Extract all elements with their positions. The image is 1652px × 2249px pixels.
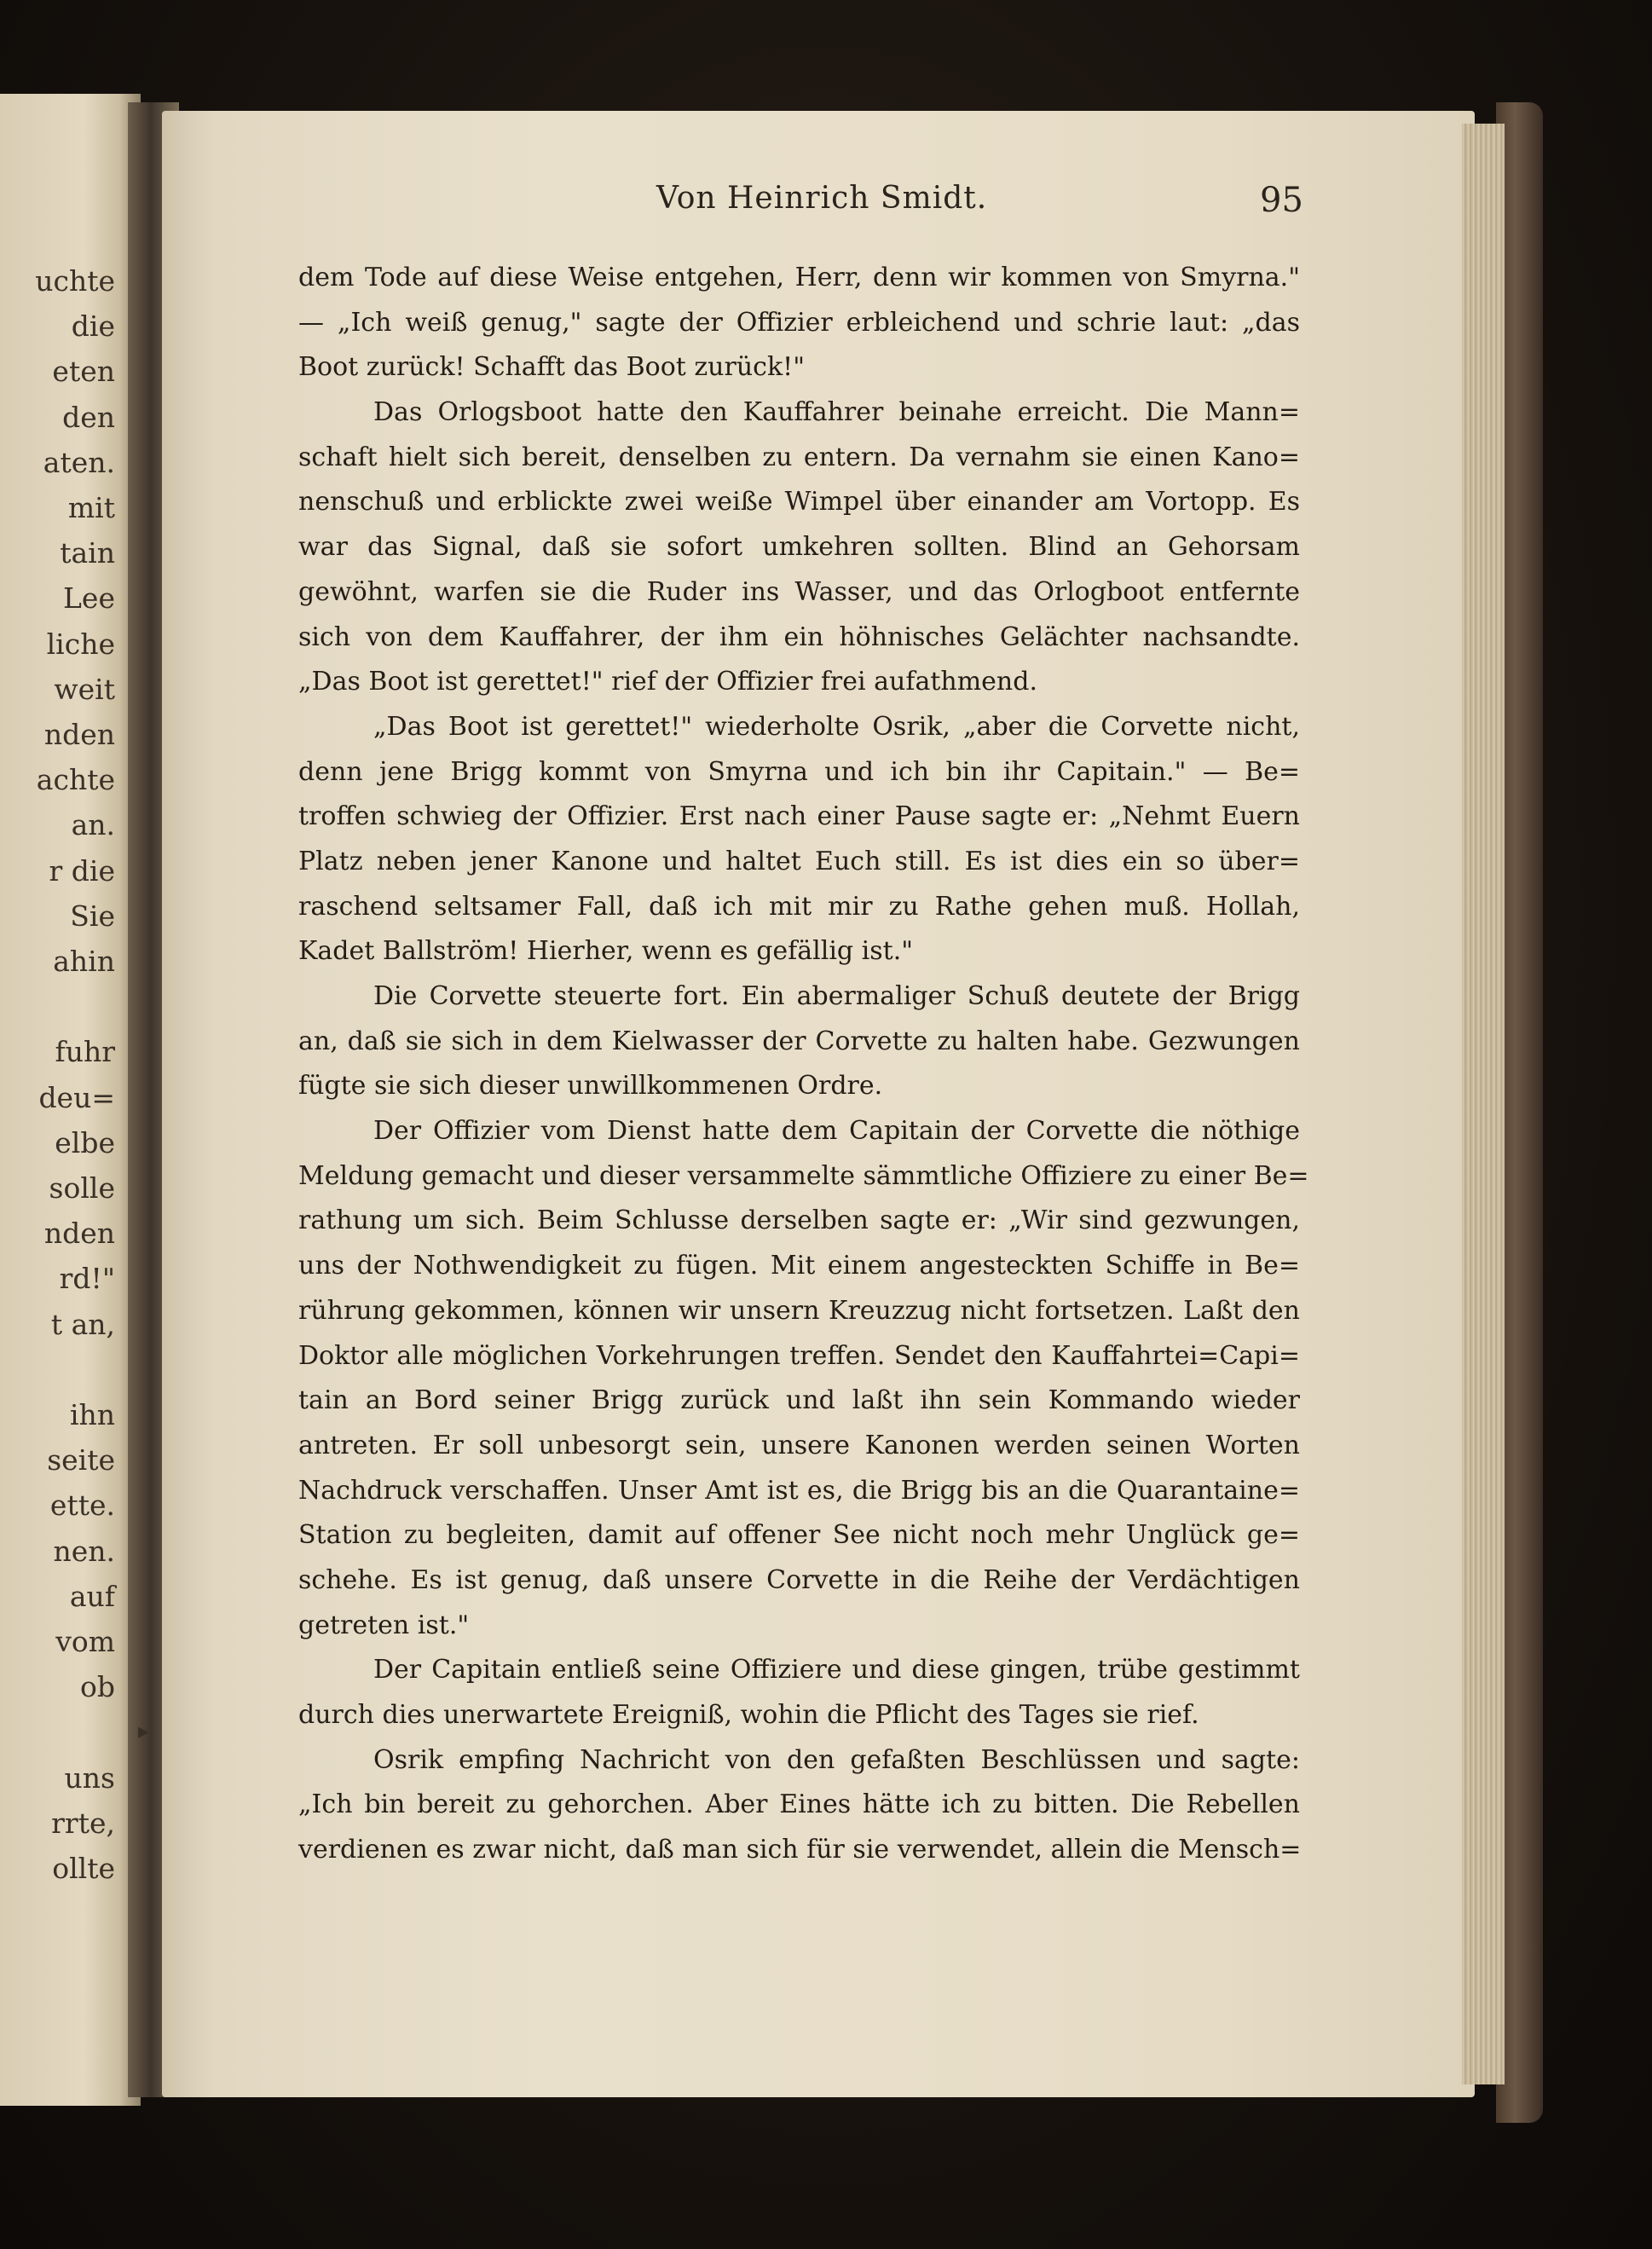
text-line: — „Ich weiß genug," sagte der Offizier erbleichend und schrie laut: „das bbox=[298, 307, 1300, 338]
left-page-fragment: rrte, bbox=[51, 1806, 115, 1840]
left-page-fragment: ahin bbox=[53, 945, 115, 978]
left-page-fragment: Sie bbox=[70, 899, 115, 933]
text-line: „Das Boot ist gerettet!" rief der Offizier frei aufathmend. bbox=[298, 667, 1037, 697]
left-page-fragment: tain bbox=[60, 536, 115, 570]
page-number: 95 bbox=[1260, 181, 1303, 220]
left-page-fragment: ollte bbox=[52, 1852, 115, 1885]
text-line: an, daß sie sich in dem Kielwasser der Corvette zu halten habe. Gezwungen bbox=[298, 1026, 1300, 1056]
left-page-fragment: Lee bbox=[63, 581, 115, 616]
left-page-fragment: aten. bbox=[43, 445, 115, 479]
text-line: „Das Boot ist gerettet!" wiederholte Osrik, „aber die Corvette nicht, bbox=[373, 711, 1300, 742]
left-page-fragment: achte bbox=[36, 763, 115, 797]
body-text bbox=[298, 256, 1309, 1873]
left-page-fragment: ob bbox=[80, 1670, 115, 1704]
left-page-fragment: liche bbox=[46, 627, 115, 661]
text-line: schaft hielt sich bereit, denselben zu entern. Da vernahm sie einen Kano= bbox=[298, 442, 1300, 472]
left-page-fragment: deu= bbox=[38, 1080, 115, 1114]
text-line: Der Capitain entließ seine Offiziere und diese gingen, trübe gestimmt bbox=[373, 1655, 1300, 1685]
left-page-fragment: solle bbox=[49, 1171, 115, 1205]
left-page-fragment: rd!" bbox=[59, 1262, 115, 1296]
text-line: Doktor alle möglichen Vorkehrungen treffen. Sendet den Kauffahrtei=Capi= bbox=[298, 1340, 1300, 1371]
left-page-fragment: auf bbox=[69, 1579, 115, 1613]
text-line: uns der Nothwendigkeit zu fügen. Mit einem angesteckten Schiffe in Be= bbox=[298, 1251, 1300, 1281]
text-line: Das Orlogsboot hatte den Kauffahrer beinahe erreicht. Die Mann= bbox=[373, 397, 1300, 428]
text-line: schehe. Es ist genug, daß unsere Corvette in die Reihe der Verdächtigen bbox=[298, 1564, 1300, 1595]
left-page-fragment: ihn bbox=[69, 1398, 115, 1431]
text-line: raschend seltsamer Fall, daß ich mit mir zu Rathe gehen muß. Hollah, bbox=[298, 891, 1300, 922]
left-page-fragment: t an, bbox=[50, 1307, 115, 1341]
text-line: sich von dem Kauffahrer, der ihm ein höhnisches Gelächter nachsandte. bbox=[298, 622, 1300, 652]
left-page-fragment: nden bbox=[43, 718, 115, 751]
text-line: troffen schwieg der Offizier. Erst nach einer Pause sagte er: „Nehmt Euern bbox=[298, 801, 1300, 832]
text-line: Osrik empfing Nachricht von den gefaßten Beschlüssen und sagte: bbox=[373, 1744, 1300, 1775]
text-line: rührung gekommen, können wir unsern Kreuzzug nicht fortsetzen. Laßt den bbox=[298, 1295, 1300, 1326]
text-line: Nachdruck verschaffen. Unser Amt ist es, die Brigg bis an die Quarantaine= bbox=[298, 1475, 1300, 1506]
text-line: tain an Bord seiner Brigg zurück und laßt ihn sein Kommando wieder bbox=[298, 1385, 1300, 1416]
text-line: nenschuß und erblickte zwei weiße Wimpel über einander am Vortopp. Es bbox=[298, 487, 1300, 517]
gutter-mark: ▸ bbox=[138, 1719, 150, 1744]
left-page-fragment: uchte bbox=[35, 264, 115, 298]
left-page-fragment: seite bbox=[47, 1443, 115, 1477]
left-page-fragment: nen. bbox=[53, 1534, 115, 1568]
text-line: Die Corvette steuerte fort. Ein abermaliger Schuß deutete der Brigg bbox=[373, 981, 1300, 1011]
left-page-fragment: fuhr bbox=[55, 1035, 115, 1069]
text-line: dem Tode auf diese Weise entgehen, Herr, denn wir kommen von Smyrna." bbox=[298, 263, 1300, 292]
text-line: „Ich bin bereit zu gehorchen. Aber Eines hätte ich zu bitten. Die Rebellen bbox=[298, 1789, 1300, 1820]
page-edges bbox=[1462, 124, 1505, 2084]
text-line: antreten. Er soll unbesorgt sein, unsere Kanonen werden seinen Worten bbox=[298, 1430, 1300, 1460]
text-line: durch dies unerwartete Ereigniß, wohin die Pflicht des Tages sie rief. bbox=[298, 1700, 1199, 1730]
left-page-fragment: elbe bbox=[55, 1125, 115, 1159]
left-page-fragment: weit bbox=[54, 672, 115, 706]
text-line: Kadet Ballström! Hierher, wenn es gefällig ist." bbox=[298, 936, 914, 967]
left-facing-page bbox=[0, 94, 141, 2106]
text-line: Der Offizier vom Dienst hatte dem Capitain der Corvette die nöthige bbox=[373, 1116, 1300, 1147]
left-page-fragment: die bbox=[71, 309, 115, 344]
text-line: verdienen es zwar nicht, daß man sich für sie verwendet, allein die Mensch= bbox=[298, 1835, 1302, 1865]
text-line: war das Signal, daß sie sofort umkehren sollten. Blind an Gehorsam bbox=[298, 532, 1300, 563]
text-line: denn jene Brigg kommt von Smyrna und ich bin ihr Capitain." — Be= bbox=[298, 756, 1300, 787]
text-line: fügte sie sich dieser unwillkommenen Ordre. bbox=[298, 1071, 883, 1101]
left-page-fragment: den bbox=[62, 400, 115, 434]
left-page-fragment: r die bbox=[49, 853, 115, 887]
text-line: Platz neben jener Kanone und haltet Euch still. Es ist dies ein so über= bbox=[298, 846, 1300, 876]
text-line: gewöhnt, warfen sie die Ruder ins Wasser, und das Orlogboot entfernte bbox=[298, 576, 1300, 607]
running-head: Von Heinrich Smidt. bbox=[656, 181, 988, 216]
text-line: Boot zurück! Schafft das Boot zurück!" bbox=[298, 352, 805, 383]
left-page-fragment: uns bbox=[64, 1760, 115, 1795]
left-page-fragment: vom bbox=[55, 1625, 115, 1658]
text-line: getreten ist." bbox=[298, 1610, 470, 1640]
left-page-fragment: mit bbox=[67, 491, 115, 524]
left-page-fragment: nden bbox=[43, 1217, 115, 1251]
left-page-fragment: an. bbox=[71, 808, 115, 842]
left-page-fragment: ette. bbox=[49, 1489, 115, 1523]
text-line: rathung um sich. Beim Schlusse derselben sagte er: „Wir sind gezwungen, bbox=[298, 1205, 1300, 1236]
text-line: Meldung gemacht und dieser versammelte sämmtliche Offiziere zu einer Be= bbox=[298, 1160, 1309, 1191]
text-line: Station zu begleiten, damit auf offener See nicht noch mehr Unglück ge= bbox=[298, 1520, 1300, 1551]
left-page-fragment: eten bbox=[52, 355, 115, 389]
